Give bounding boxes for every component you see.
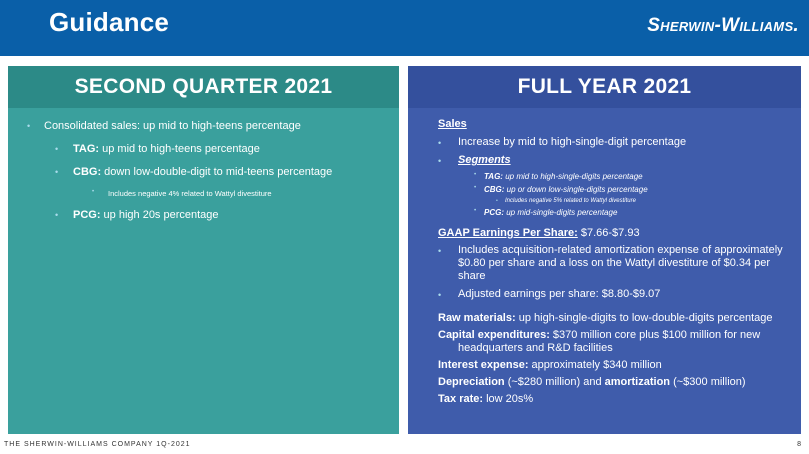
header-bar xyxy=(0,0,809,56)
seg-pcg-text: up mid-single-digits percentage xyxy=(504,208,618,217)
list-item xyxy=(438,172,793,181)
company-logo: Sherwin-Williams. xyxy=(647,15,799,36)
interest-label: Interest expense: xyxy=(438,359,529,371)
tax-text: low 20s% xyxy=(483,393,534,405)
sales-increase-text: Increase by mid to high-single-digit percentage xyxy=(458,136,687,148)
tax-label: Tax rate: xyxy=(438,393,484,405)
segments-heading: Segments xyxy=(458,154,511,166)
list-item xyxy=(438,208,793,217)
bullet-icon: • xyxy=(438,138,442,148)
depreciation-label: Depreciation xyxy=(438,376,505,388)
tag-text: up mid to high-teens percentage xyxy=(99,143,260,155)
seg-cbg-text: up or down low-single-digits percentage xyxy=(504,185,648,194)
raw-materials-line xyxy=(438,312,793,325)
second-quarter-heading: SECOND QUARTER 2021 xyxy=(8,66,399,108)
depreciation-text: (~$280 million) and xyxy=(504,376,605,388)
bullet-icon: • xyxy=(55,167,59,177)
second-quarter-panel xyxy=(8,66,399,434)
depreciation-line xyxy=(438,376,793,389)
capex-text-2: headquarters and R&D facilities xyxy=(458,342,613,354)
list-item xyxy=(438,198,793,204)
full-year-panel xyxy=(408,66,801,434)
eps-line xyxy=(438,227,793,240)
full-year-heading: FULL YEAR 2021 xyxy=(408,66,801,108)
bullet-icon: • xyxy=(55,210,59,220)
eps-label: GAAP Earnings Per Share: xyxy=(438,227,578,239)
tax-line xyxy=(438,393,793,406)
cbg-label: CBG: xyxy=(73,166,102,178)
bullet-icon: • xyxy=(474,172,477,178)
page-title: Guidance xyxy=(49,7,170,37)
raw-materials-text: up high-single-digits to low-double-digits percentage xyxy=(515,312,773,324)
page-number: 8 xyxy=(797,441,801,448)
bullet-icon: • xyxy=(496,198,498,204)
adjusted-eps-text: Adjusted earnings per share: $8.80-$9.07 xyxy=(458,288,661,300)
pcg-text: up high 20s percentage xyxy=(100,209,219,221)
capex-label: Capital expenditures: xyxy=(438,329,550,341)
bullet-icon: • xyxy=(27,121,31,131)
capex-line xyxy=(438,329,793,355)
bullet-icon: • xyxy=(55,144,59,154)
amortization-text: (~$300 million) xyxy=(670,376,746,388)
tag-label: TAG: xyxy=(73,143,100,155)
footer-company: THE SHERWIN-WILLIAMS COMPANY 1Q-2021 xyxy=(4,441,191,448)
eps-note: Includes acquisition-related amortization expense of approximately $0.80 per share and a loss on the Wattyl divestiture of $0.34 per share xyxy=(458,244,783,282)
list-item xyxy=(438,244,793,283)
sales-heading: Sales xyxy=(438,118,467,130)
list-item xyxy=(26,166,391,178)
seg-cbg-label: CBG: xyxy=(484,185,505,194)
list-item xyxy=(438,185,793,194)
capex-text-1: $370 million core plus $100 million for new xyxy=(549,329,761,341)
list-item xyxy=(438,288,793,301)
pcg-label: PCG: xyxy=(73,209,101,221)
consolidated-sales-text: Consolidated sales: up mid to high-teens percentage xyxy=(44,120,301,132)
full-year-content xyxy=(438,118,793,410)
eps-value: $7.66-$7.93 xyxy=(577,227,640,239)
seg-tag-label: TAG: xyxy=(484,172,503,181)
bullet-icon: • xyxy=(438,290,442,300)
interest-text: approximately $340 million xyxy=(528,359,662,371)
second-quarter-content xyxy=(26,120,391,232)
list-item xyxy=(438,154,793,167)
seg-pcg-label: PCG: xyxy=(484,208,504,217)
bullet-icon: • xyxy=(438,246,442,256)
list-item xyxy=(26,120,391,132)
bullet-icon: • xyxy=(438,156,442,166)
list-item xyxy=(438,136,793,149)
amortization-label: amortization xyxy=(604,376,671,388)
seg-tag-text: up mid to high-single-digits percentage xyxy=(502,172,643,181)
cbg-note: Includes negative 4% related to Wattyl divestiture xyxy=(108,189,272,198)
cbg-text: down low-double-digit to mid-teens percentage xyxy=(101,166,333,178)
bullet-icon: • xyxy=(474,185,477,191)
bullet-icon: • xyxy=(92,189,95,195)
bullet-icon: • xyxy=(474,208,477,214)
list-item xyxy=(26,189,391,198)
raw-materials-label: Raw materials: xyxy=(438,312,516,324)
list-item xyxy=(26,209,391,221)
interest-line xyxy=(438,359,793,372)
list-item xyxy=(26,143,391,155)
seg-cbg-note: Includes negative 5% related to Wattyl divestiture xyxy=(505,198,636,204)
